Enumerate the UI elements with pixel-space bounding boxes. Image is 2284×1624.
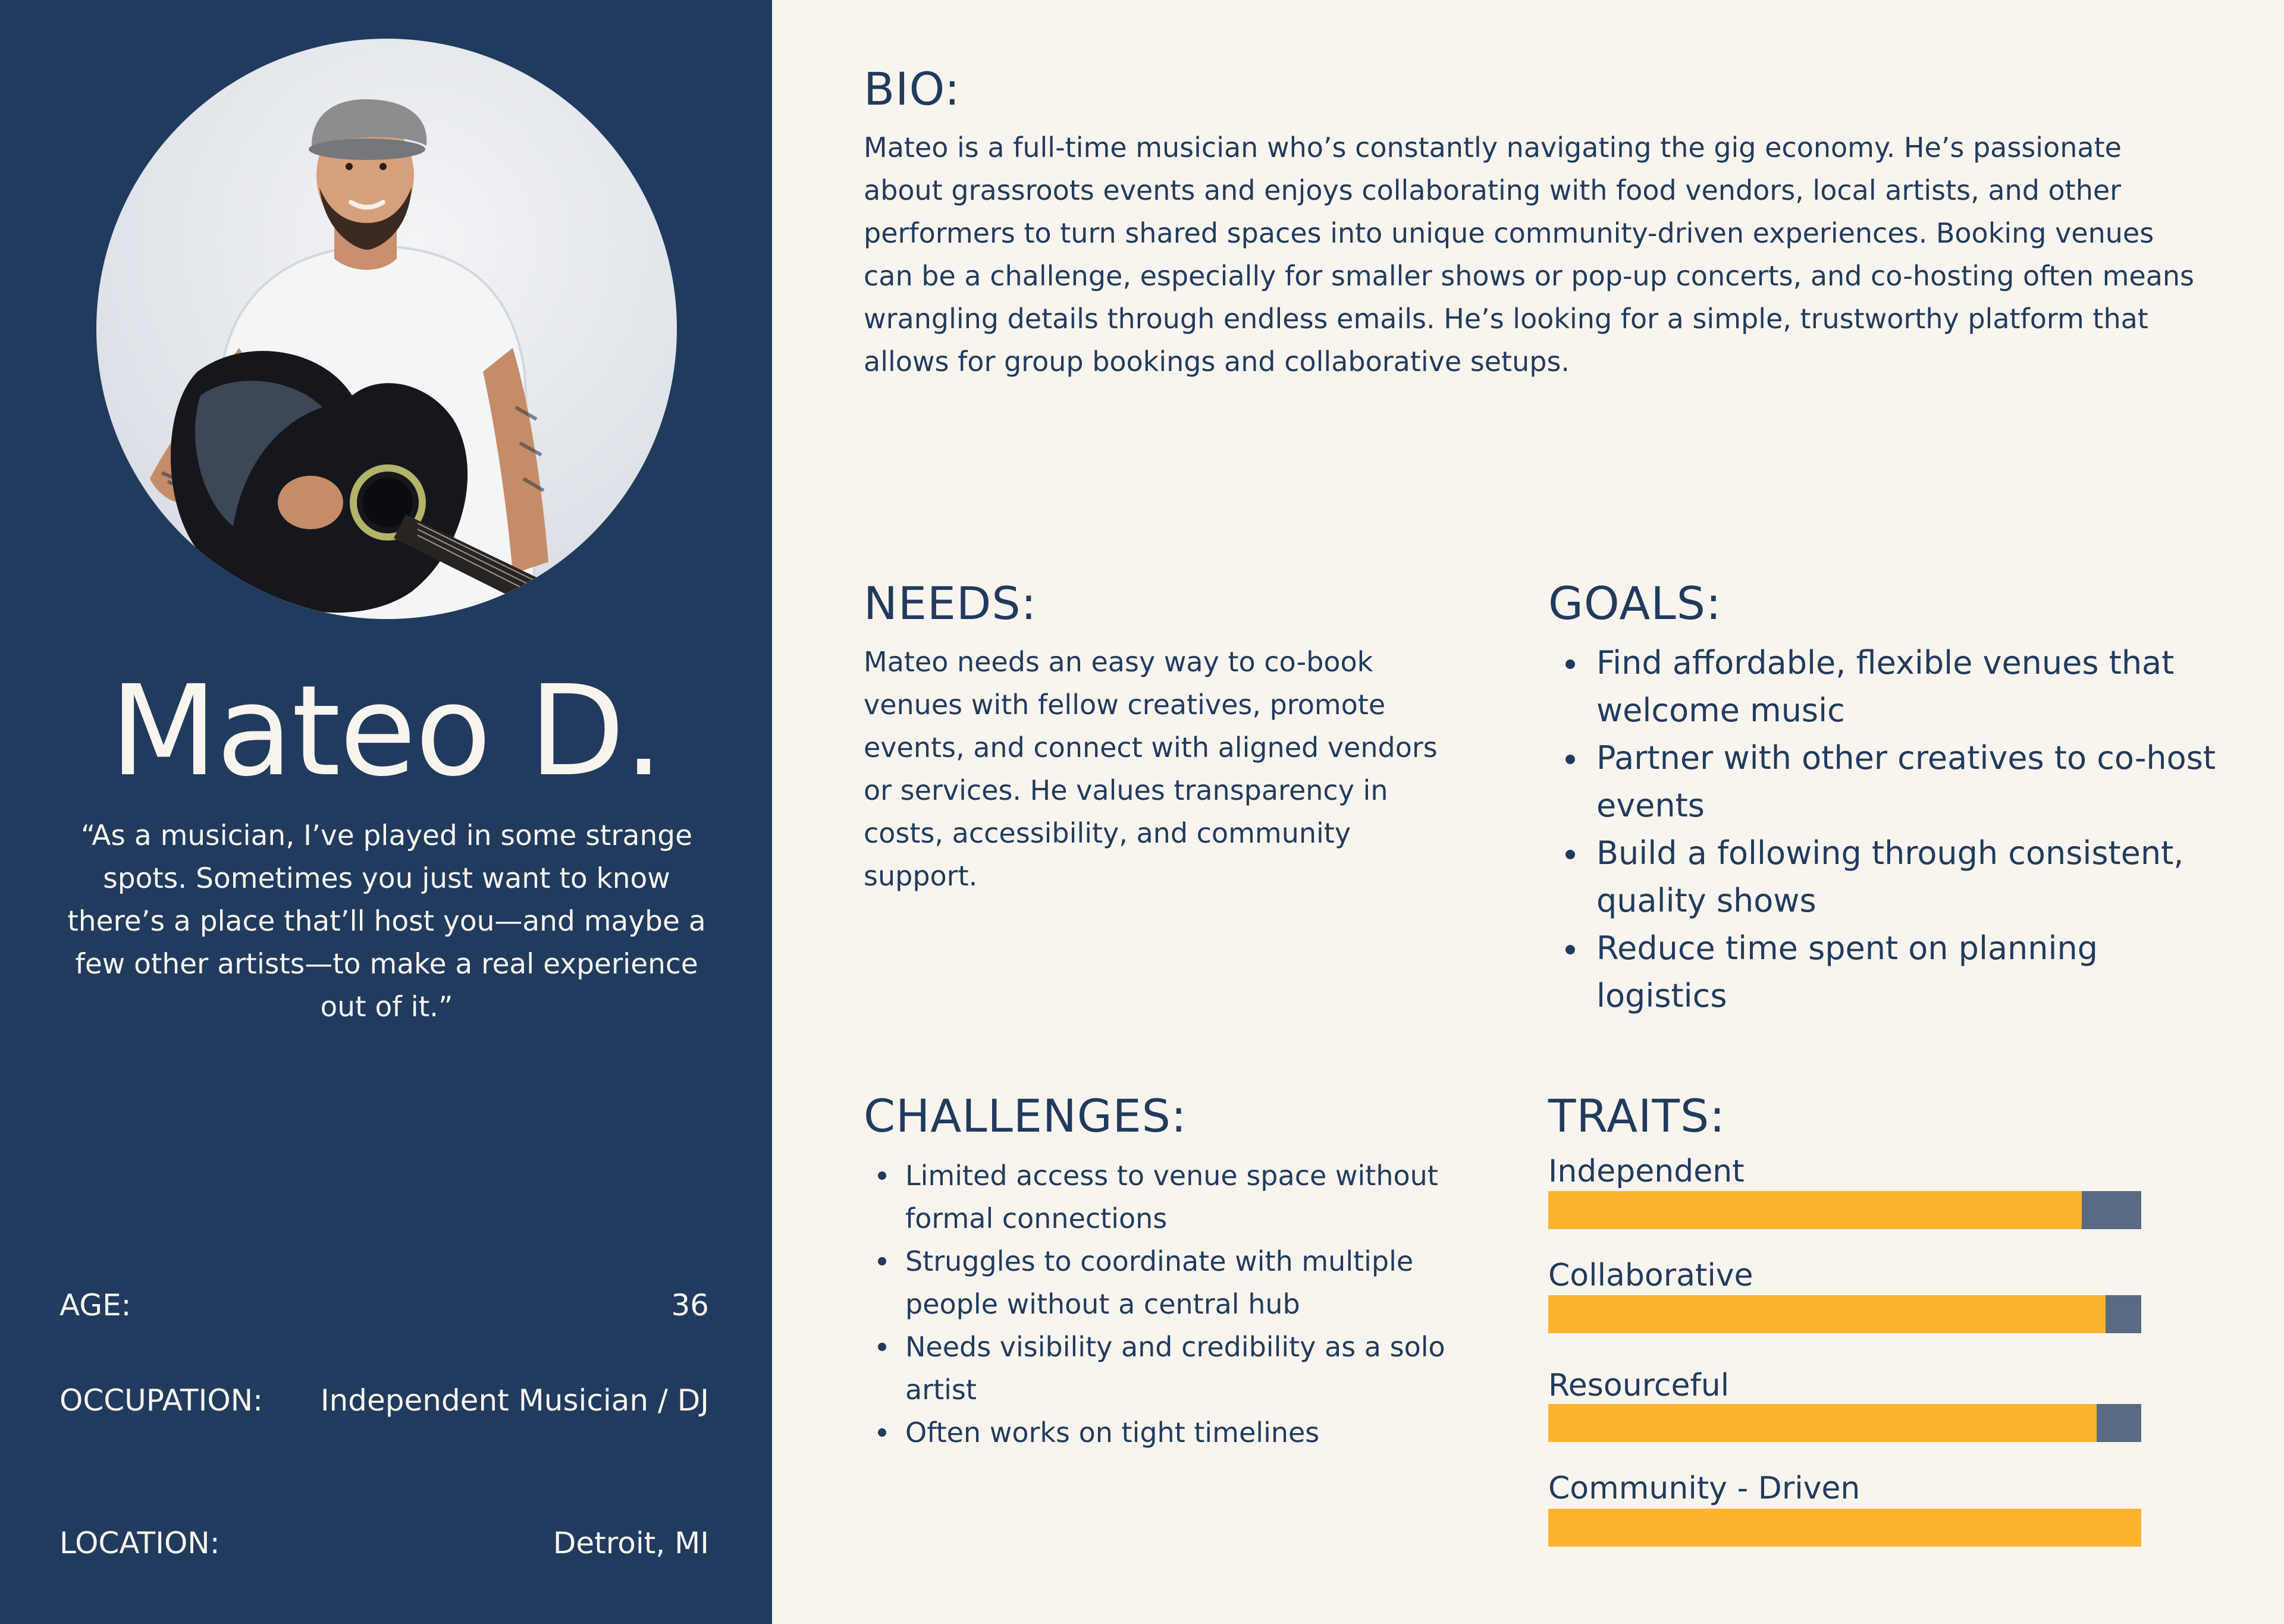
goals-heading: GOALS: [1548, 577, 1722, 630]
fact-location-value: Detroit, MI [553, 1526, 709, 1560]
goal-item: Partner with other creatives to co-host events [1565, 734, 2232, 830]
fact-occupation-label: OCCUPATION: [59, 1383, 263, 1418]
trait-fill-independent [1548, 1191, 2082, 1229]
trait-fill-resourceful [1548, 1404, 2097, 1442]
challenge-item: Struggles to coordinate with multiple people without a central hub [878, 1240, 1473, 1325]
fact-occupation-value: Independent Musician / DJ [320, 1383, 709, 1418]
goals-list [1565, 639, 2232, 1020]
fact-location-label: LOCATION: [59, 1526, 220, 1560]
fact-location [59, 1522, 709, 1564]
trait-bar-resourceful [1548, 1404, 2141, 1442]
challenge-item: Needs visibility and credibility as a solo artist [878, 1325, 1473, 1411]
challenges-heading: CHALLENGES: [864, 1089, 1187, 1142]
trait-bar-collaborative [1548, 1295, 2141, 1333]
goal-item: Reduce time spent on planning logistics [1565, 925, 2232, 1020]
challenge-item: Often works on tight timelines [878, 1411, 1473, 1454]
trait-fill-community-driven [1548, 1509, 2141, 1547]
challenges-list [878, 1154, 1473, 1454]
traits-heading: TRAITS: [1548, 1089, 1725, 1142]
fact-age-label: AGE: [59, 1288, 131, 1323]
fact-age-value: 36 [671, 1288, 709, 1323]
goal-item: Build a following through consistent, quality shows [1565, 830, 2232, 925]
trait-bar-community-driven [1548, 1509, 2141, 1547]
trait-label-collaborative: Collaborative [1548, 1258, 1753, 1293]
trait-label-community-driven: Community - Driven [1548, 1471, 1861, 1506]
goal-item: Find affordable, flexible venues that welcome music [1565, 639, 2232, 734]
fact-age [59, 1284, 709, 1326]
trait-bar-independent [1548, 1191, 2141, 1229]
profile-sidebar [0, 0, 772, 1624]
profile-photo [96, 39, 677, 619]
trait-label-independent: Independent [1548, 1154, 1745, 1189]
bio-heading: BIO: [864, 62, 961, 115]
trait-label-resourceful: Resourceful [1548, 1368, 1730, 1403]
trait-fill-collaborative [1548, 1295, 2106, 1333]
bio-text: Mateo is a full-time musician who’s constantly navigating the gig economy. He’s passionate about grassroots events and enjoys collaborating with food vendors, local artists, and other performers to turn shared spaces into unique community-driven experiences. Booking venues can be a challenge, especially for smaller shows or pop-up concerts, and co-hosting often means wrangling details through endless emails. He’s looking for a simple, trustworthy platform that allows for group bookings and collaborative setups. [864, 131, 2195, 378]
needs-text: Mateo needs an easy way to co-book venues with fellow creatives, promote events, and connect with aligned vendors or services. He values transparency in costs, accessibility, and community support. [864, 646, 1438, 892]
musician-illustration [96, 39, 677, 619]
challenge-item: Limited access to venue space without formal connections [878, 1154, 1473, 1240]
persona-name: Mateo D. [109, 658, 663, 804]
fact-occupation [59, 1380, 709, 1421]
persona-quote: “As a musician, I’ve played in some strange spots. Sometimes you just want to know there’s a place that’ll host you—and maybe a few other artists—to make a real experience out of it.” [67, 819, 706, 1023]
needs-heading: NEEDS: [864, 577, 1037, 630]
